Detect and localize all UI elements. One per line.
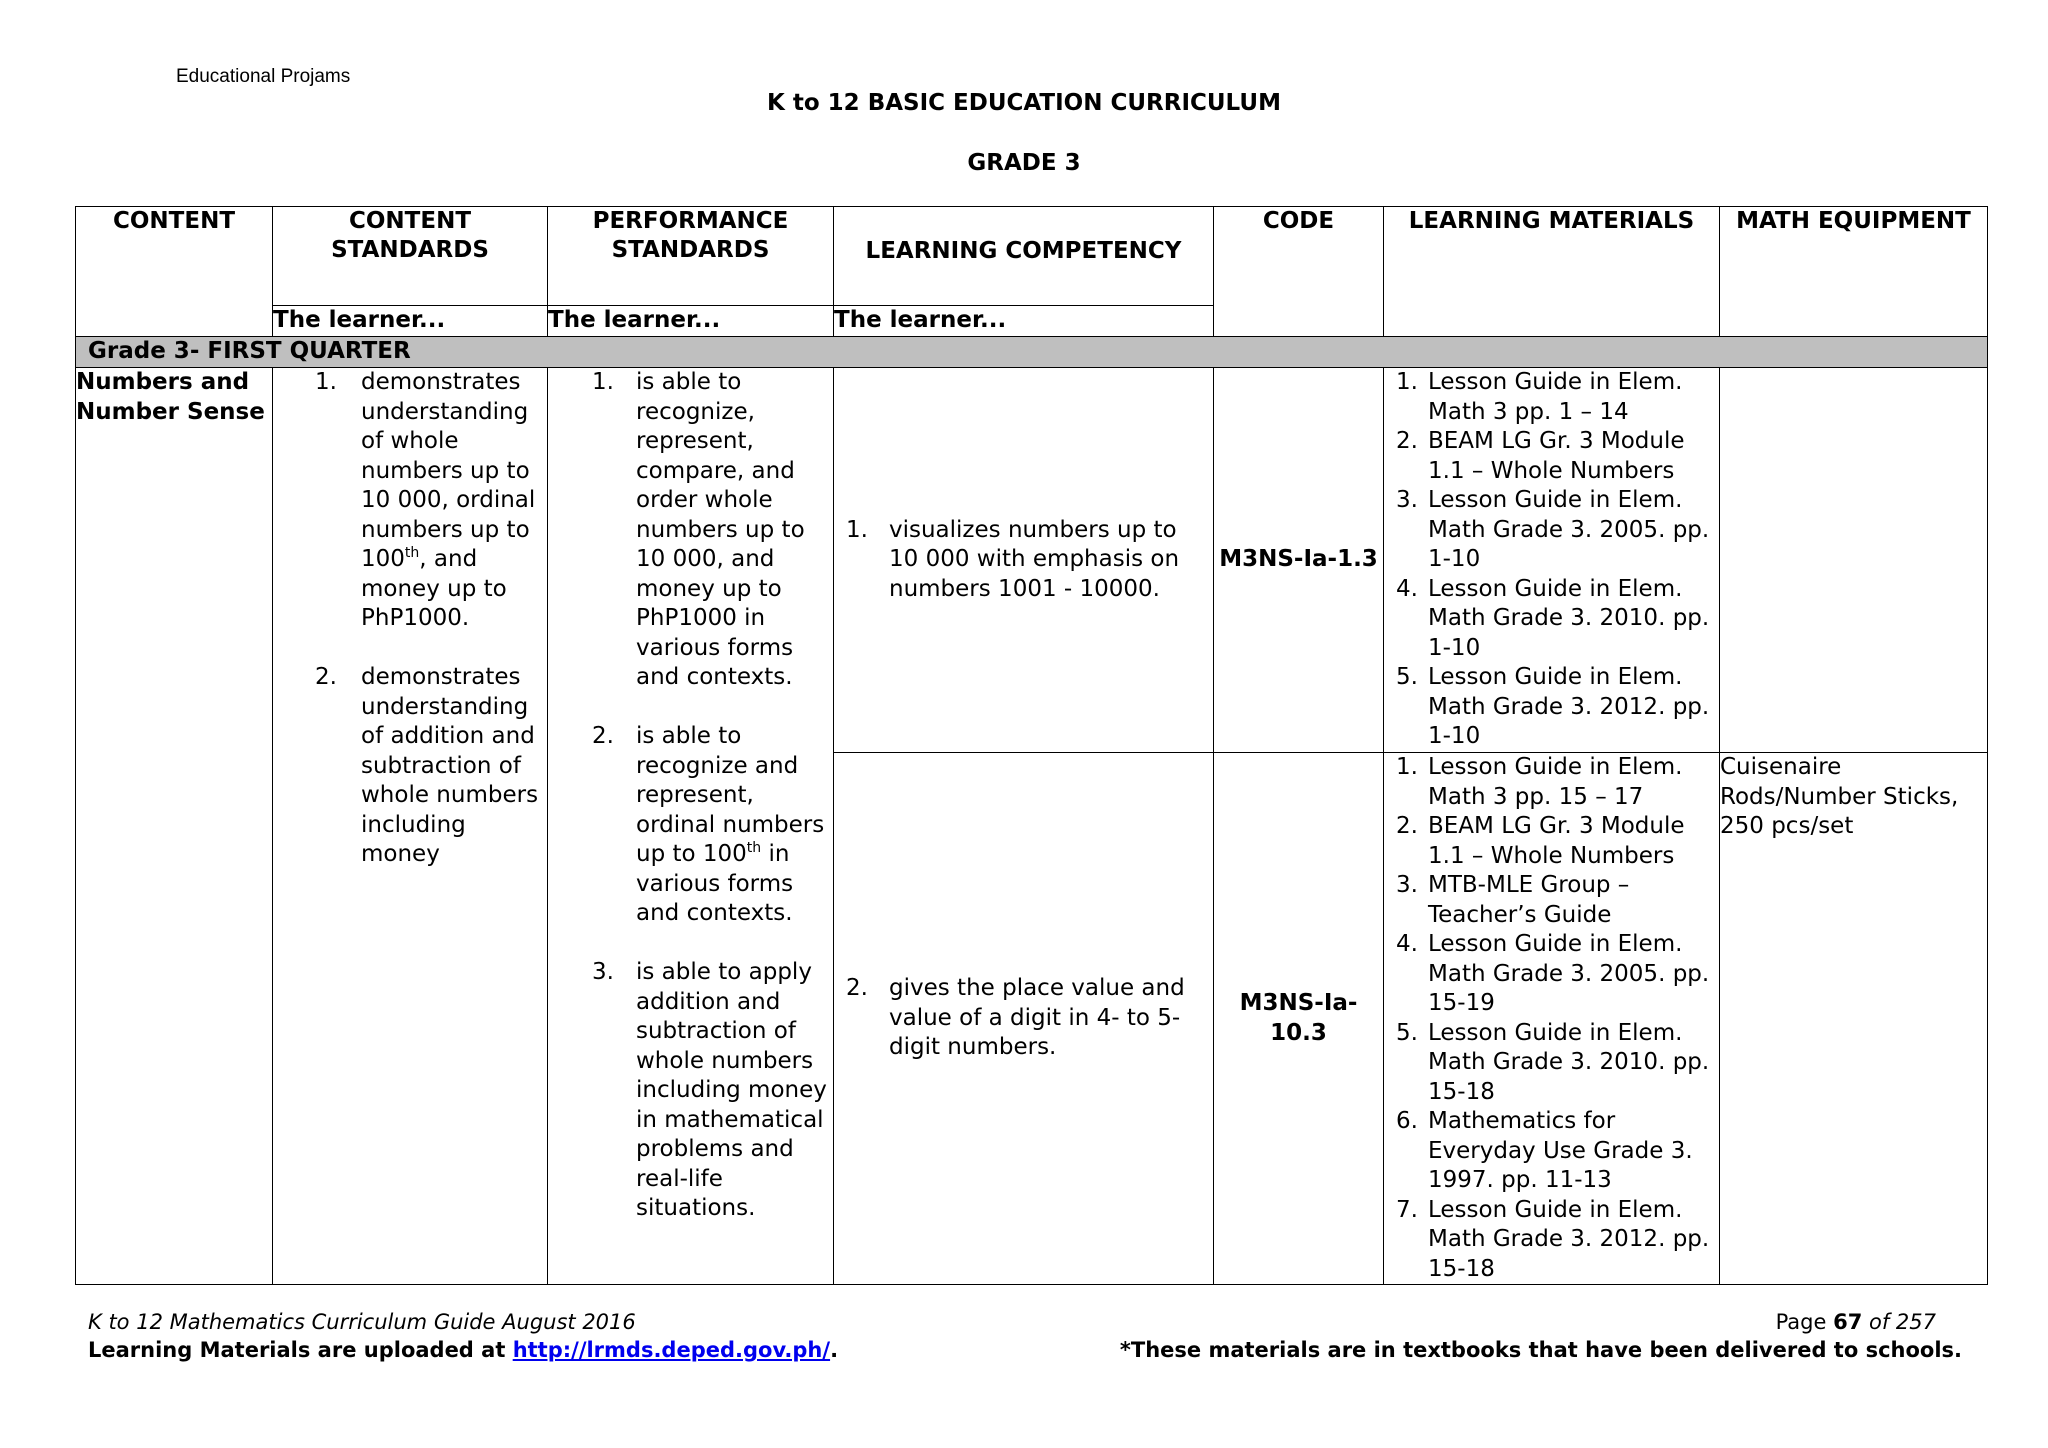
list-item: 1. demonstrates understanding of whole numbers up to 10 000, ordinal numbers up to 100th, and money up to PhP1000. <box>315 369 536 631</box>
header-performance-standards: PERFORMANCE STANDARDS <box>548 207 834 306</box>
competency-cell: 2. gives the place value and value of a digit in 4- to 5-digit numbers. <box>834 753 1214 1285</box>
content-cell <box>76 368 273 1285</box>
list-item: 2. BEAM LG Gr. 3 Module 1.1 – Whole Numbers <box>1396 813 1685 869</box>
header-learning-competency: LEARNING COMPETENCY <box>834 207 1214 306</box>
list-item: 3. is able to apply addition and subtraction of whole numbers including money in mathematical problems and real-life situations. <box>592 959 827 1221</box>
code-cell <box>1214 753 1384 1285</box>
watermark-text: Educational Projams <box>176 66 351 87</box>
competency-text: gives the place value and value of a digit in 4- to 5-digit numbers. <box>889 975 1185 1061</box>
list-item: 7. Lesson Guide in Elem. Math Grade 3. 2012. pp. 15-18 <box>1396 1196 1710 1282</box>
list-item: 1. Lesson Guide in Elem. Math 3 pp. 1 – 14 <box>1396 369 1683 425</box>
header-learning-materials: LEARNING MATERIALS <box>1384 207 1720 337</box>
math-equipment-cell <box>1720 368 1988 753</box>
list-item: 4. Lesson Guide in Elem. Math Grade 3. 2005. pp. 15-19 <box>1396 931 1710 1016</box>
list-item: 2. BEAM LG Gr. 3 Module 1.1 – Whole Numbers <box>1396 428 1685 484</box>
competency-code: M3NS-Ia-1.3 <box>1219 546 1378 573</box>
list-item: 3. MTB-MLE Group – Teacher’s Guide <box>1396 872 1630 928</box>
competency-cell: 1. visualizes numbers up to 10 000 with emphasis on numbers 1001 - 10000. <box>834 368 1214 753</box>
learning-materials-cell <box>1384 753 1720 1285</box>
learning-materials-cell <box>1384 368 1720 753</box>
performance-standards-cell <box>548 368 834 1285</box>
quarter-label: Grade 3- FIRST QUARTER <box>76 337 1988 368</box>
header-math-equipment: MATH EQUIPMENT <box>1720 207 1988 337</box>
competency-text: visualizes numbers up to 10 000 with emphasis on numbers 1001 - 10000. <box>889 516 1180 602</box>
table-row <box>76 368 1988 753</box>
content-label: Numbers and Number Sense <box>76 369 265 425</box>
learner-label-content-standards: The learner... <box>273 306 548 337</box>
footer-delivery-note: *These materials are in textbooks that have been delivered to schools. <box>1119 1338 1962 1362</box>
quarter-row <box>76 337 1988 368</box>
content-standards-cell <box>273 368 548 1285</box>
list-item: 2. demonstrates understanding of addition and subtraction of whole numbers including money <box>315 664 539 867</box>
competency-code: M3NS-Ia-10.3 <box>1239 990 1358 1046</box>
learner-label-performance-standards: The learner... <box>548 306 834 337</box>
list-item: 1. is able to recognize, represent, compare, and order whole numbers up to 10 000, and money up to PhP1000 in various forms and contexts. <box>592 369 805 690</box>
list-item: 6. Mathematics for Everyday Use Grade 3. 1997. pp. 11-13 <box>1396 1108 1693 1193</box>
page-number: Page 67 of 257 <box>1775 1310 1936 1334</box>
document-title: K to 12 BASIC EDUCATION CURRICULUM <box>767 90 1281 116</box>
header-content-standards: CONTENT STANDARDS <box>273 207 548 306</box>
list-item: 1. Lesson Guide in Elem. Math 3 pp. 15 – 17 <box>1396 754 1683 810</box>
footer-guide-title: K to 12 Mathematics Curriculum Guide August 2016 <box>88 1310 636 1334</box>
grade-title: GRADE 3 <box>967 150 1081 176</box>
learner-label-competency: The learner... <box>834 306 1214 337</box>
list-item: 3. Lesson Guide in Elem. Math Grade 3. 2005. pp. 1-10 <box>1396 487 1710 572</box>
math-equipment-cell: Cuisenaire Rods/Number Sticks, 250 pcs/set <box>1720 753 1988 1285</box>
header-code: CODE <box>1214 207 1384 337</box>
code-cell <box>1214 368 1384 753</box>
list-item: 5. Lesson Guide in Elem. Math Grade 3. 2010. pp. 15-18 <box>1396 1019 1710 1105</box>
lrmds-link[interactable]: http://lrmds.deped.gov.ph/ <box>512 1338 831 1362</box>
list-item: 4. Lesson Guide in Elem. Math Grade 3. 2010. pp. 1-10 <box>1396 575 1710 661</box>
footer-upload-note: Learning Materials are uploaded at http://lrmds.deped.gov.ph/. <box>88 1338 839 1362</box>
curriculum-table <box>75 206 1988 1285</box>
list-item: 2. is able to recognize and represent, ordinal numbers up to 100th in various forms and contexts. <box>592 723 825 926</box>
header-content: CONTENT <box>76 207 273 337</box>
header-row <box>76 207 1988 306</box>
list-item: 5. Lesson Guide in Elem. Math Grade 3. 2012. pp. 1-10 <box>1396 664 1710 749</box>
